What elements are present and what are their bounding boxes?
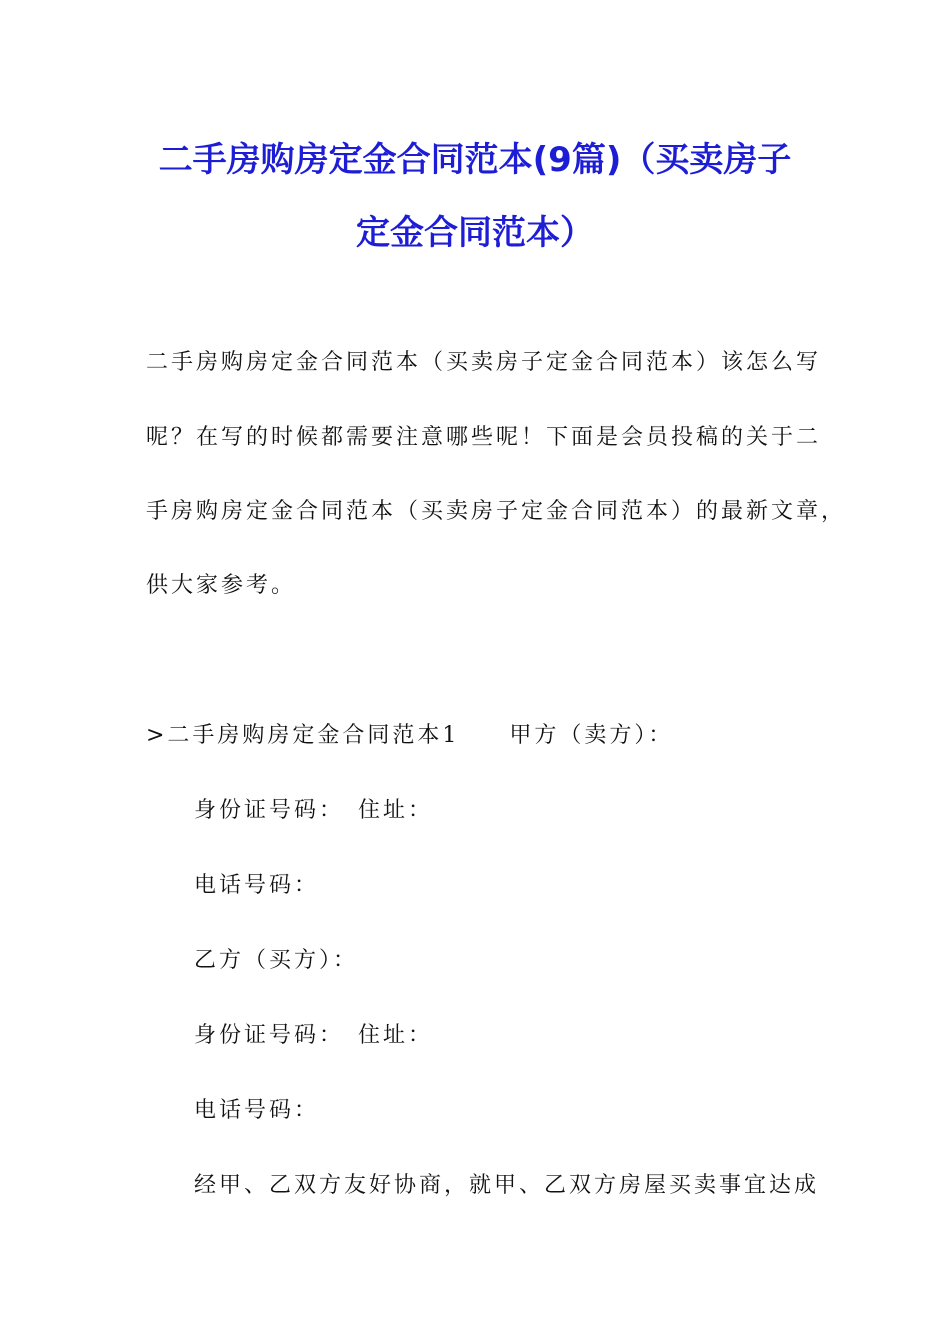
intro-line-2: 呢？在写的时候都需要注意哪些呢！下面是会员投稿的关于二	[146, 425, 822, 450]
seller-id-address: 身份证号码： 住址：	[194, 798, 434, 823]
intro-line-4: 供大家参考。	[146, 573, 297, 598]
document-title-line-2: 定金合同范本）	[356, 213, 594, 253]
intro-line-1: 二手房购房定金合同范本（买卖房子定金合同范本）该怎么写	[146, 350, 822, 375]
section-heading: >二手房购房定金合同范本1 甲方（卖方）：	[146, 723, 674, 748]
seller-phone: 电话号码：	[194, 873, 320, 898]
buyer-id-address: 身份证号码： 住址：	[194, 1023, 434, 1048]
buyer-phone: 电话号码：	[194, 1098, 320, 1123]
agreement-line: 经甲、乙双方友好协商，就甲、乙双方房屋买卖事宜达成	[194, 1173, 820, 1198]
intro-line-3: 手房购房定金合同范本（买卖房子定金合同范本）的最新文章，	[146, 499, 847, 524]
document-title-line-1: 二手房购房定金合同范本(9篇)（买卖房子	[158, 140, 792, 180]
buyer-label: 乙方（买方）：	[194, 948, 359, 973]
